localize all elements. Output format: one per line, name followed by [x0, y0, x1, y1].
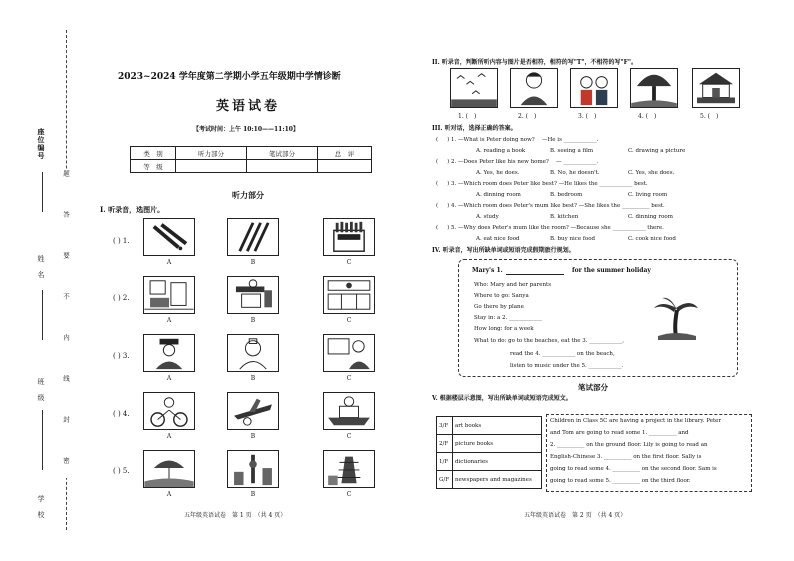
s3-q4-a: A. study [476, 214, 499, 220]
floor-row [437, 453, 542, 471]
q3-option-a: A [166, 375, 172, 382]
s3-q3-a: A. dinning room [476, 192, 521, 198]
q3-teacher-image[interactable] [323, 334, 375, 372]
s3-q1-c: C. drawing a picture [628, 148, 686, 154]
q3-option-b: B [250, 375, 256, 382]
q1-label: ( ) 1. [113, 237, 130, 245]
s2-children-image[interactable] [510, 68, 558, 108]
floor-table [436, 416, 542, 489]
s2-label-4: 4. ( ) [638, 113, 657, 120]
seat-number-line [42, 172, 43, 212]
section-4-title: IV. 听录音，写出所缺单词或短语完成假期旅行规划。 [432, 247, 575, 254]
q2-study-image[interactable] [227, 276, 279, 314]
plan-title-pre: Mary's 1. [472, 267, 503, 274]
palm-tree-image [652, 296, 700, 340]
q5-option-c: C [346, 491, 352, 498]
exam-title: 2023~2024 学年度第二学期小学五年级期中学情诊断 [118, 72, 341, 82]
exam-time: 【考试时间：上午 10:10——11:10】 [193, 126, 299, 133]
plan-line-read: read the 4. ____________ on the beach, [510, 351, 615, 357]
right-page-footer: 五年级英语试卷 第 2 页 （共 4 页） [524, 512, 627, 519]
score-header-listening: 听力部分 [176, 147, 247, 160]
score-header-total: 总 评 [318, 147, 372, 160]
floor-label: 2/F [437, 435, 453, 453]
passage-line-5: going to read some 4. __________ on the second floor. Sam is [550, 466, 717, 472]
s2-label-5: 5. ( ) [700, 113, 719, 120]
s3-q3-c: C. living room [628, 192, 668, 198]
s3-q4-c: C. dinning room [628, 214, 673, 220]
left-page-footer: 五年级英语试卷 第 1 页 （共 4 页） [184, 512, 287, 519]
s3-q1-b: B. seeing a film [550, 148, 594, 154]
q1-crayon-image[interactable] [323, 218, 375, 256]
floor-item: art books [453, 417, 542, 435]
floor-item: newspapers and magazines [453, 471, 542, 489]
score-cell-listening[interactable] [176, 160, 247, 173]
s3-q5-a: A. eat nice food [476, 236, 520, 242]
score-cell-writing[interactable] [247, 160, 318, 173]
q4-plane-image[interactable] [227, 392, 279, 430]
plan-title-post: for the summer holiday [572, 267, 651, 274]
floor-item: picture books [453, 435, 542, 453]
q1-option-b: B [250, 259, 256, 266]
s2-label-1: 1. ( ) [458, 113, 477, 120]
q4-ship-image[interactable] [323, 392, 375, 430]
section-2-title: II. 听录音，判断所听内容与图片是否相符，相符的写"T"，不相符的写"F"。 [432, 59, 638, 66]
q4-label: ( ) 4. [113, 410, 130, 418]
subject-title: 英语试卷 [216, 99, 281, 114]
passage-line-6: going to read some 5. __________ on the third floor. [550, 478, 691, 484]
name-label: 姓 名 [37, 255, 45, 279]
q5-option-a: A [166, 491, 172, 498]
q5-beach-image[interactable] [143, 450, 195, 488]
score-cell-total[interactable] [318, 160, 372, 173]
plan-line-where: Where to go: Sanya [474, 293, 529, 299]
q4-option-a: A [166, 433, 172, 440]
q4-option-b: B [250, 433, 256, 440]
floor-label: 3/F [437, 417, 453, 435]
s3-q5: ( ) 5. —Why does Peter's mum like the room? —Because she ____________ there. [436, 225, 664, 231]
class-label: 班 级 [37, 378, 45, 402]
s2-label-3: 3. ( ) [578, 113, 597, 120]
section-3-title: III. 听对话，选择正确的答案。 [432, 125, 517, 132]
passage-line-2: and Tom are going to read some 1. __________ and [550, 430, 689, 436]
plan-line-todo: What to do: go to the beaches, eat the 3. ____________, [474, 338, 624, 344]
plan-line-music: listen to music under the 5. ____________. [510, 363, 624, 369]
q1-pencil-image[interactable] [227, 218, 279, 256]
q3-police-image[interactable] [143, 334, 195, 372]
passage-line-4: English-Chinese 3. __________ on the first floor. Sally is [550, 454, 702, 460]
plan-line-duration: How long: for a week [474, 326, 534, 332]
s3-q5-b: B. buy nice food [550, 236, 596, 242]
q1-option-c: C [346, 259, 352, 266]
plan-line-transport: Go there by plane [474, 304, 524, 310]
q4-option-c: C [346, 433, 352, 440]
q5-label: ( ) 5. [113, 467, 130, 475]
s3-q2-c: C. Yes, she does. [628, 170, 675, 176]
floor-label: 1/F [437, 453, 453, 471]
s3-q4: ( ) 4. —Which room does Peter's mum like best? —She likes the __________ best. [436, 203, 665, 209]
q3-label: ( ) 3. [113, 352, 130, 360]
floor-row [437, 435, 542, 453]
s3-q3-b: B. bedroom [550, 192, 583, 198]
floor-label: G/F [437, 471, 453, 489]
written-part-title: 笔试部分 [578, 383, 608, 392]
s2-palace-image[interactable] [692, 68, 740, 108]
seal-line-text: 题 答 要 不 内 线 封 密 [62, 170, 70, 478]
q2-living-room-image[interactable] [143, 276, 195, 314]
passage-line-3: 2. __________ on the ground floor. Lily is going to read an [550, 442, 708, 448]
floor-row [437, 417, 542, 435]
s2-kids-red-image[interactable] [570, 68, 618, 108]
seat-number-label: 座位编号 [37, 128, 46, 160]
q4-bike-image[interactable] [143, 392, 195, 430]
q3-doctor-image[interactable] [227, 334, 279, 372]
plan-line-stay: Stay in: a 2. ____________ [474, 315, 543, 321]
q5-city-tower-image[interactable] [227, 450, 279, 488]
q3-option-c: C [346, 375, 352, 382]
plan-line-who: Who: Mary and her parents [474, 282, 552, 288]
q1-option-a: A [166, 259, 172, 266]
s3-q3: ( ) 3. —Which room does Peter like best? —He likes the ____________ best. [436, 181, 648, 187]
score-table [130, 146, 372, 173]
q2-option-a: A [166, 317, 172, 324]
listening-part-title: 听力部分 [232, 190, 264, 200]
s3-q2: ( ) 2. —Does Peter like his new home? — ____________. [436, 159, 599, 165]
s3-q5-c: C. cook nice food [628, 236, 676, 242]
score-header-category: 类 别 [131, 147, 176, 160]
class-line [42, 410, 43, 470]
q2-option-b: B [250, 317, 256, 324]
floor-row [437, 471, 542, 489]
score-row-grade: 等 级 [131, 160, 176, 173]
floor-item: dictionaries [453, 453, 542, 471]
s3-q1-a: A. reading a book [476, 148, 526, 154]
school-label: 学 校 [37, 495, 45, 519]
score-header-writing: 笔试部分 [247, 147, 318, 160]
s3-q1: ( ) 1. —What is Peter doing now? —He is ____________. [436, 137, 599, 143]
q1-pen-image[interactable] [143, 218, 195, 256]
s3-q2-a: A. Yes, he does. [476, 170, 520, 176]
s2-label-2: 2. ( ) [518, 113, 537, 120]
s3-q4-b: B. kitchen [550, 214, 579, 220]
s3-q2-b: B. No, he doesn't. [550, 170, 600, 176]
section-1-title: I. 听录音，选图片。 [100, 205, 165, 214]
q5-option-b: B [250, 491, 256, 498]
plan-blank-1[interactable] [506, 274, 564, 275]
passage-line-1: Children in Class 5C are having a project in the library. Peter [550, 418, 722, 424]
section-5-title: V. 根据楼层示意图，写出所缺单词或短语完成短文。 [432, 395, 572, 402]
s2-birds-image[interactable] [450, 68, 498, 108]
s2-tree-image[interactable] [630, 68, 678, 108]
q5-pagoda-image[interactable] [323, 450, 375, 488]
name-line [42, 290, 43, 340]
q2-option-c: C [346, 317, 352, 324]
q2-kitchen-image[interactable] [323, 276, 375, 314]
q2-label: ( ) 2. [113, 294, 130, 302]
